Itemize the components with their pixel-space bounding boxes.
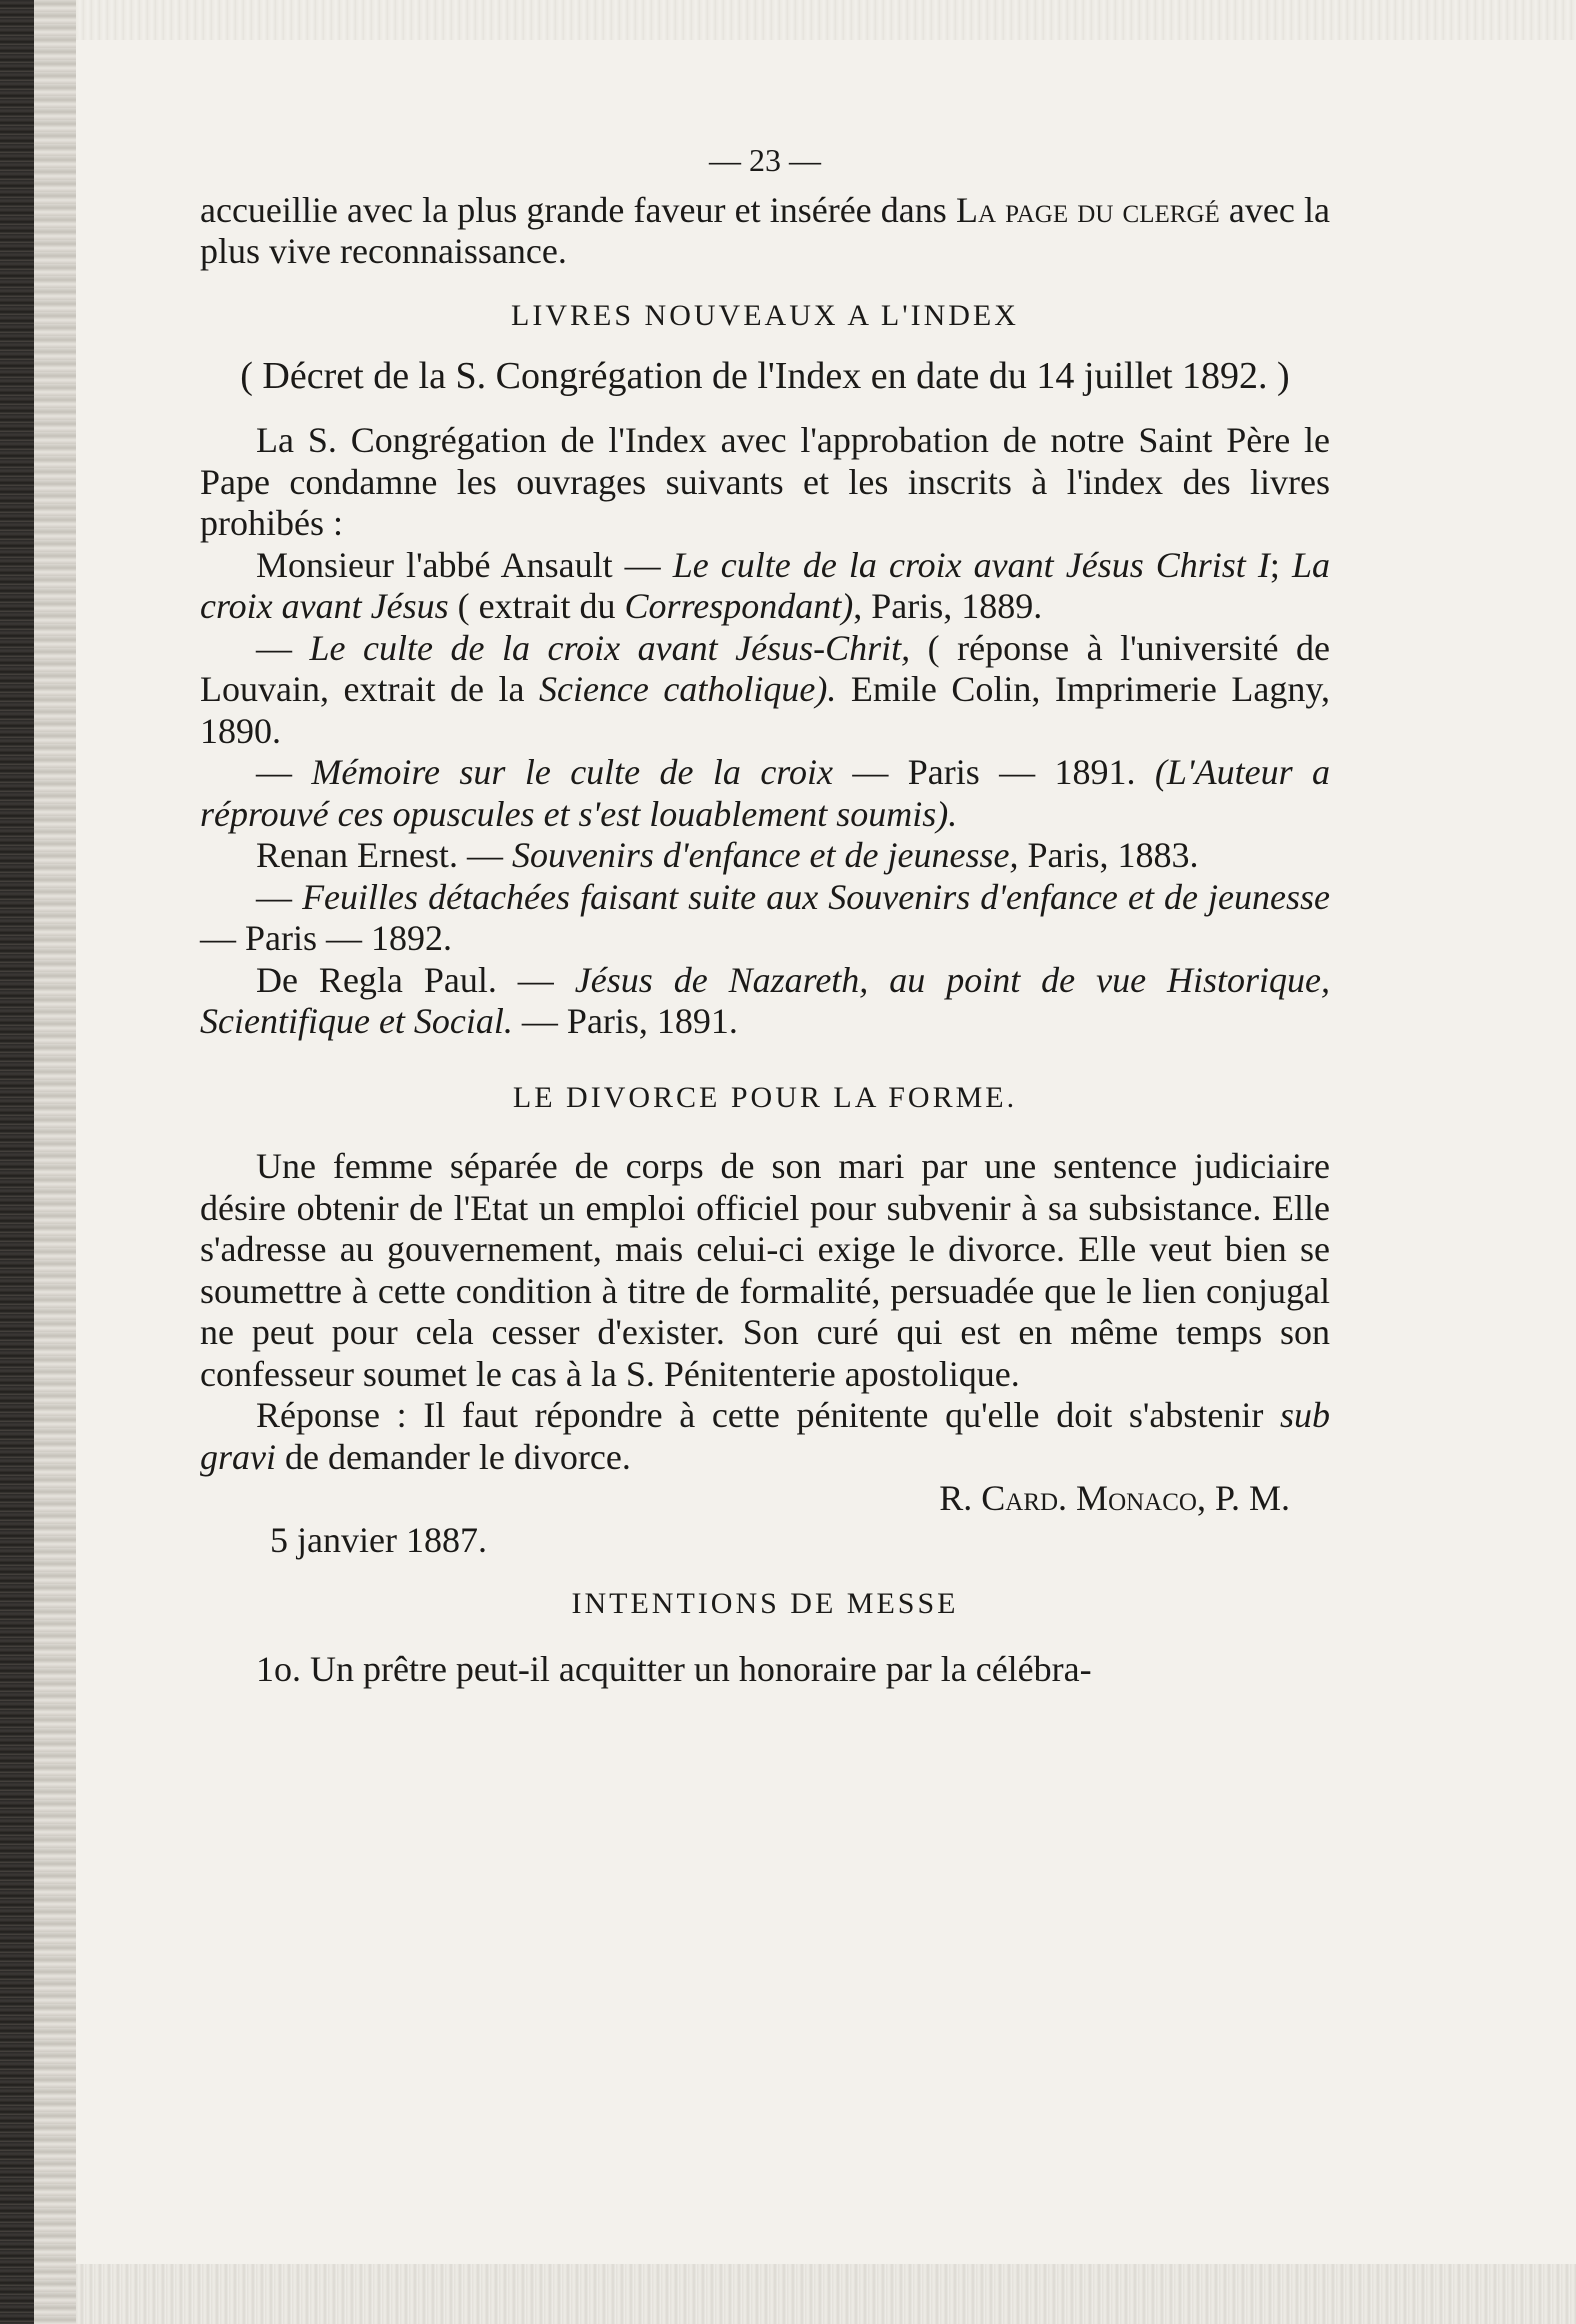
journal-name-b: du clergé xyxy=(1077,189,1220,230)
entry-title: Souvenirs d'enfance et de jeunesse, xyxy=(511,835,1019,875)
intro-paragraph xyxy=(200,190,1330,273)
messe-paragraph: 1o. Un prêtre peut-il acquitter un honoraire par la célébra- xyxy=(256,1648,1092,1689)
index-entry xyxy=(200,960,1330,1043)
decree-text: ( Décret de la S. Congrégation de l'Index en date du 14 juillet 1892. ) xyxy=(240,355,1290,397)
entry-dash: — xyxy=(256,876,303,917)
entry-title: La croix avant Jésus xyxy=(200,544,1330,626)
scan-top-noise xyxy=(76,0,1576,40)
entry-dash: — xyxy=(256,752,312,792)
entry-author: Monsieur l'abbé Ansault — xyxy=(256,544,673,585)
entry-title: Le culte de la croix avant Jésus-Chrit, xyxy=(309,627,911,668)
entry-author: Renan Ernest. — xyxy=(256,835,512,875)
index-entry xyxy=(200,545,1330,628)
decision-date: 5 janvier 1887. xyxy=(270,1519,487,1560)
index-entry xyxy=(200,628,1330,753)
index-entry xyxy=(200,835,1330,877)
index-entry xyxy=(200,877,1330,960)
section-heading-divorce: LE DIVORCE POUR LA FORME. xyxy=(512,1080,1018,1114)
entry-text: Paris, 1883. xyxy=(1018,835,1199,875)
entry-text: Emile Colin, Imprimerie Lagny, 1890. xyxy=(200,669,1330,751)
entry-title: Correspondant) xyxy=(624,586,854,626)
response-text: de demander le divorce. xyxy=(276,1436,631,1477)
entry-dash: — xyxy=(256,627,310,668)
entry-text: — Paris — 1892. xyxy=(200,918,452,958)
scan-bottom-noise xyxy=(76,2264,1576,2324)
entry-text: ( extrait du xyxy=(448,586,625,626)
entry-separator: ; xyxy=(1269,544,1292,585)
entry-note: (L'Auteur a réprouvé ces opuscules et s'est louablement soumis). xyxy=(200,752,1331,834)
intro-end: avec la plus vive reconnaissance. xyxy=(200,189,1330,271)
journal-name-a: La page xyxy=(955,189,1069,230)
entry-title: Le culte de la croix avant Jésus Christ I xyxy=(672,544,1270,585)
entry-text: ( réponse à l'université de Louvain, extrait de la xyxy=(200,627,1330,709)
intro-text: accueillie avec la plus grande faveur et insérée dans xyxy=(200,189,956,230)
entry-title: Jésus de Nazareth, au point de vue Historique, Scientifique et Social. xyxy=(200,959,1330,1041)
binding-edge xyxy=(34,0,76,2324)
index-lead-paragraph: La S. Congrégation de l'Index avec l'approbation de notre Saint Père le Pape condamne les ouvrages suivants et les inscrits à l'index des livres prohibés : xyxy=(200,420,1330,543)
entry-author: De Regla Paul. — xyxy=(256,959,575,1000)
divorce-paragraph: Une femme séparée de corps de son mari par une sentence judiciaire désire obtenir de l'Etat un emploi officiel pour subvenir à sa subsistance. Elle s'adresse au gouvernement, mais celui-ci exige le divorce. Elle veut bien se soumettre à cette condition à titre de formalité, persuadée que le lien conjugal ne peut pour cela cesser d'exister. Son curé qui est en même temps son confesseur soumet le cas à la S. Pénitenterie apostolique. xyxy=(200,1146,1330,1394)
response-paragraph xyxy=(200,1395,1330,1478)
entry-text: — Paris, 1891. xyxy=(512,1001,738,1041)
document-page xyxy=(200,140,1330,1690)
signature xyxy=(200,1478,1330,1520)
entry-text: , Paris, 1889. xyxy=(853,586,1043,626)
entry-text: — Paris — 1891. xyxy=(832,752,1155,792)
section-heading-index: LIVRES NOUVEAUX A L'INDEX xyxy=(511,298,1019,332)
book-binding xyxy=(0,0,34,2324)
entry-title: Mémoire sur le culte de la croix xyxy=(311,752,833,792)
entry-title: Feuilles détachées faisant suite aux Souvenirs d'enfance et de jeunesse xyxy=(302,876,1331,917)
entry-title: Science catholique). xyxy=(538,669,837,709)
signature-text: R. Card. Monaco, P. M. xyxy=(939,1478,1290,1518)
response-latin: sub gravi xyxy=(200,1395,1330,1477)
response-text: Réponse : Il faut répondre à cette pénitente qu'elle doit s'abstenir xyxy=(256,1395,1280,1435)
page-number: — 23 — xyxy=(709,142,821,178)
index-entry xyxy=(200,752,1330,835)
section-heading-messe: INTENTIONS DE MESSE xyxy=(571,1587,959,1620)
